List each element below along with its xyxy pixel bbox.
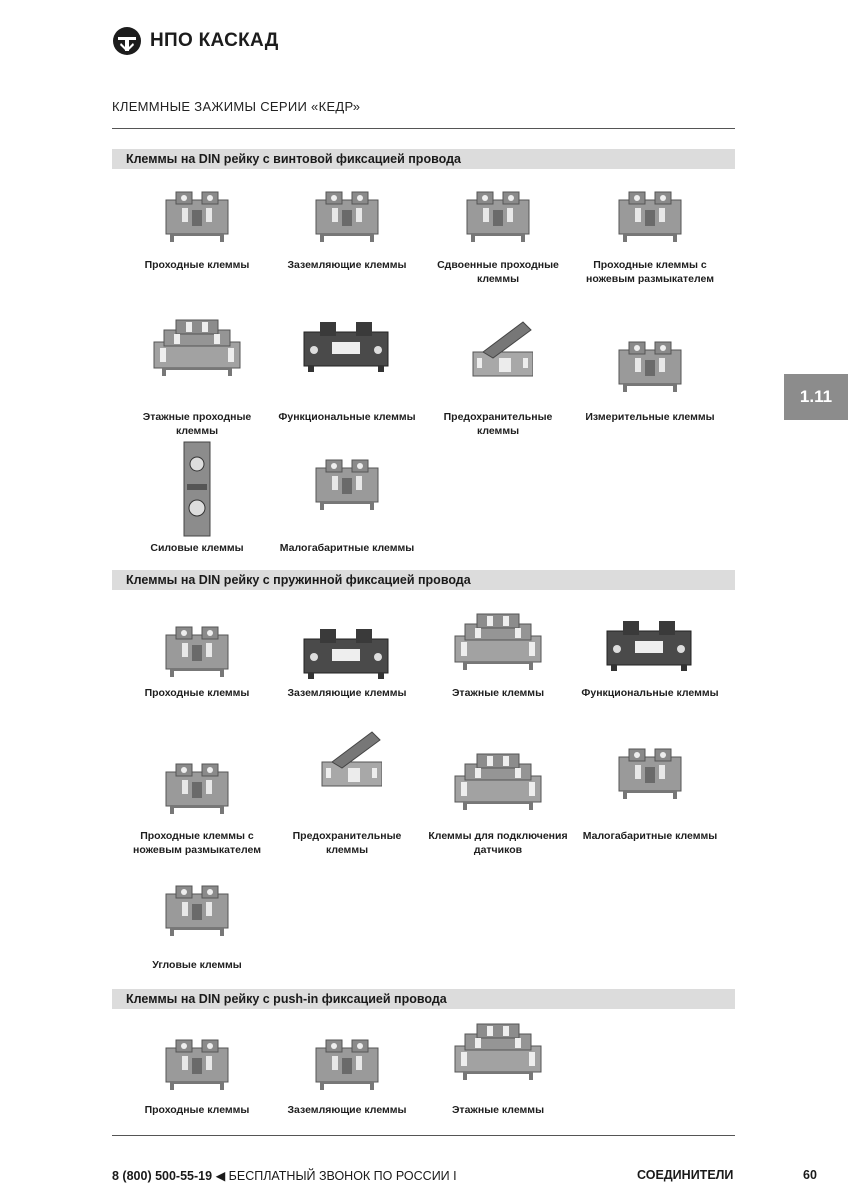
- terminal-label: Малогабаритные клеммы: [582, 830, 718, 842]
- terminal-card: [423, 1022, 573, 1116]
- terminal-card: [423, 612, 573, 699]
- footer-phone: 8 (800) 500-55-19: [112, 1169, 213, 1183]
- feed-through-terminal-icon: [162, 190, 232, 250]
- terminal-label: Заземляющие клеммы: [287, 1104, 407, 1116]
- terminal-card: [122, 440, 272, 554]
- terminal-card: [423, 190, 573, 285]
- ground-terminal-icon: [312, 190, 382, 250]
- brand-mark-icon: [112, 26, 142, 56]
- ground-terminal-icon: [302, 625, 392, 685]
- feed-through-terminal-icon: [162, 625, 232, 685]
- terminal-card: [272, 728, 422, 856]
- terminal-label: Проходные клеммы: [144, 1104, 250, 1116]
- compact-terminal-icon: [312, 458, 382, 518]
- footer-phone-block: [112, 1168, 457, 1183]
- multilevel-terminal-icon: [453, 1022, 543, 1082]
- footer-page: [803, 1168, 817, 1182]
- terminal-label: Заземляющие клеммы: [287, 259, 407, 271]
- fuse-terminal-icon: [312, 728, 382, 788]
- terminal-label: Функциональные клеммы: [278, 411, 416, 423]
- terminal-label: Заземляющие клеммы: [287, 687, 407, 699]
- footer-section: [637, 1168, 733, 1182]
- terminal-card: [272, 1038, 422, 1116]
- footer-separator: I: [453, 1169, 457, 1183]
- power-terminal-icon: [174, 440, 220, 538]
- section-header-spring: [112, 570, 735, 590]
- brand-name: НПО КАСКАД: [150, 30, 279, 51]
- document-title: КЛЕММНЫЕ ЗАЖИМЫ СЕРИИ «КЕДР»: [112, 99, 361, 114]
- footer-divider: [112, 1135, 735, 1136]
- terminal-card: [122, 318, 272, 437]
- terminal-card: [272, 190, 422, 271]
- terminal-card: [122, 625, 272, 699]
- terminal-label: Предохранительные клеммы: [443, 411, 553, 437]
- sensor-terminal-icon: [453, 752, 543, 812]
- terminal-label: Силовые клеммы: [150, 542, 244, 554]
- terminal-card: [575, 340, 725, 423]
- section-title: Клеммы на DIN рейку с push-in фиксацией провода: [126, 992, 447, 1006]
- triangle-left-icon: ◀: [215, 1169, 226, 1183]
- multilevel-terminal-icon: [152, 318, 242, 378]
- terminal-label: Этажные клеммы: [451, 687, 545, 699]
- section-title: Клеммы на DIN рейку с винтовой фиксацией провода: [126, 152, 461, 166]
- functional-terminal-icon: [302, 318, 392, 378]
- terminal-card: [122, 762, 272, 856]
- terminal-label: Предохранительные клеммы: [292, 830, 402, 856]
- footer-section-label: СОЕДИНИТЕЛИ: [637, 1168, 734, 1182]
- footer-phone-note: БЕСПЛАТНЫЙ ЗВОНОК ПО РОССИИ: [228, 1169, 450, 1183]
- brand-logo: [112, 26, 279, 56]
- multilevel-terminal-icon: [453, 612, 543, 672]
- angled-terminal-icon: [162, 884, 232, 944]
- terminal-card: [575, 747, 725, 842]
- section-header-push-in: [112, 989, 735, 1009]
- terminal-card: [122, 884, 272, 971]
- header-divider: [112, 128, 735, 129]
- terminal-card: [423, 318, 573, 437]
- terminal-card: [575, 190, 725, 285]
- section-header-screw: [112, 149, 735, 169]
- terminal-label: Малогабаритные клеммы: [279, 542, 415, 554]
- terminal-card: [272, 625, 422, 699]
- knife-disconnect-terminal-icon: [162, 762, 232, 822]
- terminal-label: Функциональные клеммы: [581, 687, 719, 699]
- terminal-card: [272, 318, 422, 423]
- feed-through-terminal-icon: [162, 1038, 232, 1098]
- functional-terminal-icon: [605, 617, 695, 677]
- terminal-label: Сдвоенные проходные клеммы: [437, 259, 559, 285]
- fuse-terminal-icon: [463, 318, 533, 378]
- page-number: 60: [803, 1168, 817, 1182]
- terminal-label: Угловые клеммы: [152, 959, 242, 971]
- terminal-label: Измерительные клеммы: [585, 411, 715, 423]
- terminal-card: [272, 458, 422, 554]
- terminal-label: Проходные клеммы с ножевым размыкателем: [132, 830, 262, 856]
- terminal-card: [423, 752, 573, 856]
- double-terminal-icon: [463, 190, 533, 250]
- knife-disconnect-terminal-icon: [615, 190, 685, 250]
- compact-terminal-icon: [615, 747, 685, 807]
- terminal-card: [122, 1038, 272, 1116]
- section-title: Клеммы на DIN рейку с пружинной фиксацией провода: [126, 573, 471, 587]
- terminal-label: Этажные проходные клеммы: [142, 411, 252, 437]
- measuring-terminal-icon: [615, 340, 685, 400]
- ground-terminal-icon: [312, 1038, 382, 1098]
- terminal-label: Проходные клеммы: [144, 687, 250, 699]
- terminal-label: Проходные клеммы: [144, 259, 250, 271]
- chapter-tab: 1.11: [784, 374, 848, 420]
- terminal-label: Этажные клеммы: [451, 1104, 545, 1116]
- terminal-card: [122, 190, 272, 271]
- terminal-card: [575, 617, 725, 699]
- terminal-label: Клеммы для подключения датчиков: [428, 830, 568, 856]
- terminal-label: Проходные клеммы с ножевым размыкателем: [585, 259, 715, 285]
